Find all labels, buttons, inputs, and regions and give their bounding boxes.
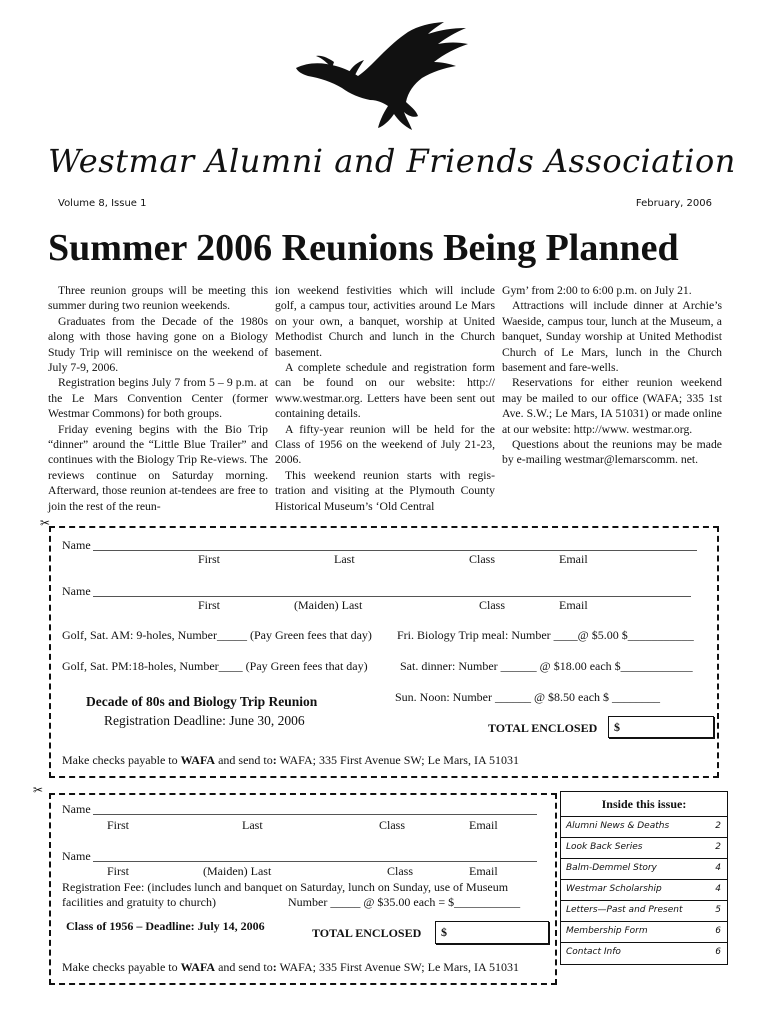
fee-number-field[interactable]: Number _____ @ $35.00 each = $___________	[288, 895, 521, 909]
scissors-icon: ✂	[40, 516, 51, 530]
toc-label: Letters—Past and Present	[566, 905, 683, 915]
total-enclosed-input[interactable]	[435, 921, 549, 944]
toc-item[interactable]	[561, 921, 727, 943]
last-caption: Last	[242, 818, 263, 832]
total-enclosed-input[interactable]	[608, 716, 714, 738]
mailing-address: WAFA; 335 First Avenue SW; Le Mars, IA 51031	[276, 753, 519, 767]
sidebar-title: Inside this issue:	[601, 797, 687, 811]
class-caption: Class	[469, 552, 496, 566]
inside-this-issue-box	[560, 791, 728, 965]
issue-date: February, 2006	[635, 198, 712, 209]
toc-item[interactable]	[561, 816, 727, 838]
first-caption: First	[107, 864, 130, 878]
toc-page: 4	[715, 884, 721, 894]
article-headline: Summer 2006 Reunions Being Planned	[48, 227, 679, 269]
first-caption: First	[198, 598, 221, 612]
golf-pm-field[interactable]: Golf, Sat. PM:18-holes, Number____ (Pay Green fees that day)	[62, 659, 368, 673]
maiden-last-caption: (Maiden) Last	[294, 598, 363, 612]
toc-page: 4	[715, 863, 721, 873]
name-label: Name	[62, 802, 91, 816]
name-label: Name	[62, 849, 91, 863]
class-caption: Class	[387, 864, 414, 878]
email-caption: Email	[469, 818, 498, 832]
name-input-line[interactable]	[93, 596, 691, 597]
first-caption: First	[107, 818, 130, 832]
paragraph: Attractions will include dinner at Archie’s Waeside, campus tour, lunch at the Museum, a banquet, Sunday worship at United Methodist Church of Le Mars, lunch in the Church basement and fare-wells.	[502, 299, 722, 375]
paragraph: Graduates from the Decade of the 1980s along with those having gone on a Biology Study Trip will reminisce on the weekend of July 7-9, 2006.	[48, 314, 268, 375]
toc-label: Alumni News & Deaths	[566, 821, 670, 831]
mailing-address: WAFA; 335 First Avenue SW; Le Mars, IA 51031	[276, 960, 519, 974]
payee: WAFA	[180, 960, 216, 974]
toc-page: 6	[715, 926, 721, 936]
name-label: Name	[62, 584, 91, 598]
reunion-80s-registration-form	[49, 526, 719, 778]
toc-page: 2	[715, 821, 721, 831]
class-1956-deadline: Class of 1956 – Deadline: July 14, 2006	[66, 919, 265, 933]
toc-item[interactable]	[561, 942, 727, 964]
paragraph: A fifty-year reunion will be held for the Class of 1956 on the weekend of July 21-23, 2006.	[275, 422, 495, 467]
sat-dinner-field[interactable]: Sat. dinner: Number ______ @ $18.00 each $____________	[400, 659, 693, 673]
eagle-logo-icon	[292, 22, 470, 130]
toc-page: 2	[715, 842, 721, 852]
paragraph: ion weekend festivities which will include golf, a campus tour, activities around Le Mars on your own, a banquet, worship at United Methodist Church and lunch in the Church basement.	[275, 284, 495, 359]
article-column-2	[275, 283, 495, 514]
registration-deadline: Registration Deadline: June 30, 2006	[104, 713, 305, 728]
name-label: Name	[62, 538, 91, 552]
toc-label: Look Back Series	[566, 842, 643, 852]
toc-label: Membership Form	[566, 926, 648, 936]
paragraph: Questions about the reunions may be made by e-mailing westmar@lemarscomm. net.	[502, 438, 722, 467]
toc-page: 5	[715, 905, 721, 915]
class-caption: Class	[379, 818, 406, 832]
paragraph: Gym’ from 2:00 to 6:00 p.m. on July 21.	[502, 284, 692, 297]
checks-payable-text: Make checks payable to WAFA and send to: WAFA; 335 First Avenue SW; Le Mars, IA 51031	[62, 960, 519, 974]
email-caption: Email	[559, 552, 588, 566]
registration-fee-text: Registration Fee: (includes lunch and banquet on Saturday, lunch on Sunday, use of Museum	[62, 880, 509, 894]
email-caption: Email	[469, 864, 498, 878]
bio-meal-field[interactable]: Fri. Biology Trip meal: Number ____@ $5.00 $___________	[397, 628, 694, 642]
golf-am-field[interactable]: Golf, Sat. AM: 9-holes, Number_____ (Pay Green fees that day)	[62, 628, 372, 642]
reunion-title: Decade of 80s and Biology Trip Reunion	[86, 694, 318, 709]
toc-item[interactable]	[561, 837, 727, 859]
toc-item[interactable]	[561, 900, 727, 922]
toc-label: Balm-Demmel Story	[566, 863, 657, 873]
email-caption: Email	[559, 598, 588, 612]
registration-fee-text: facilities and gratuity to church)	[62, 895, 216, 909]
toc-item[interactable]	[561, 858, 727, 880]
total-enclosed-label: TOTAL ENCLOSED	[488, 721, 598, 735]
name-input-line[interactable]	[93, 861, 537, 862]
toc-item[interactable]	[561, 879, 727, 901]
checks-payable-text: Make checks payable to WAFA and send to: WAFA; 335 First Avenue SW; Le Mars, IA 51031	[62, 753, 519, 767]
first-caption: First	[198, 552, 221, 566]
article-column-1	[48, 283, 268, 514]
article-column-3	[502, 283, 722, 468]
total-enclosed-label: TOTAL ENCLOSED	[312, 926, 422, 940]
toc-label: Westmar Scholarship	[566, 884, 662, 894]
paragraph: Three reunion groups will be meeting this summer during two reunion weekends.	[48, 284, 268, 313]
masthead-title: Westmar Alumni and Friends Association	[48, 142, 736, 180]
paragraph: A complete schedule and registration form can be found on our website: http:// www.westmar.org. Letters have been sent out containing details.	[275, 361, 495, 421]
paragraph: Registration begins July 7 from 5 – 9 p.m. at the Le Mars Convention Center (former Westmar Commons) for both groups.	[48, 376, 268, 421]
toc-page: 6	[715, 947, 721, 957]
dollar-sign: $	[614, 720, 620, 734]
scissors-icon: ✂	[33, 783, 44, 797]
toc-label: Contact Info	[566, 947, 621, 957]
last-caption: Last	[334, 552, 355, 566]
class-1956-registration-form	[49, 793, 557, 985]
maiden-last-caption: (Maiden) Last	[203, 864, 272, 878]
payee: WAFA	[180, 753, 216, 767]
name-input-line[interactable]	[93, 814, 537, 815]
sun-noon-field[interactable]: Sun. Noon: Number ______ @ $8.50 each $ ________	[395, 690, 661, 704]
paragraph: Friday evening begins with the Bio Trip “dinner” around the “Little Blue Trailer” and continues with the Biology Trip Re-views. The reviews continue on Saturday morning. Afterward, those reunion at-tendees are free to join the rest of the reun-	[48, 422, 268, 513]
paragraph: This weekend reunion starts with regis-tration and visiting at the Plymouth County Historical Museum’s ‘Old Central	[275, 468, 495, 513]
volume-issue: Volume 8, Issue 1	[58, 198, 147, 209]
dollar-sign: $	[441, 925, 447, 939]
paragraph: Reservations for either reunion weekend may be mailed to our office (WAFA; 335 1st Ave. S.W.; Le Mars, IA 51031) or made online at our website: http://www. westmar.org.	[502, 376, 722, 436]
class-caption: Class	[479, 598, 506, 612]
name-input-line[interactable]	[93, 550, 697, 551]
